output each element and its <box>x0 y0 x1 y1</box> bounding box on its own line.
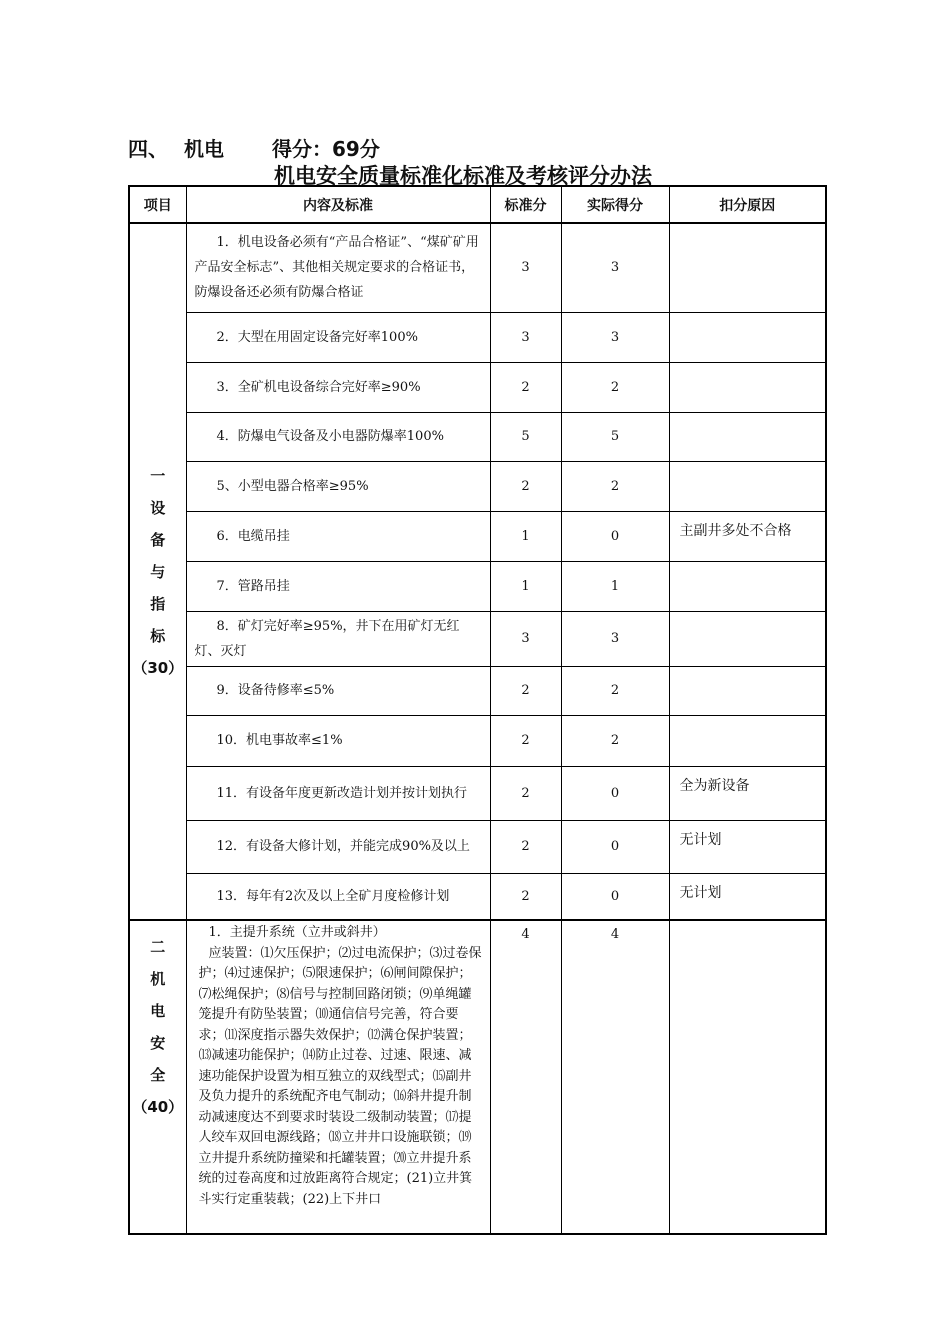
column-header-item: 项目 <box>129 186 186 223</box>
table-header-row <box>129 186 826 223</box>
row-content: 13．每年有2次及以上全矿月度检修计划 <box>186 873 490 920</box>
row-actual-score: 0 <box>561 511 669 561</box>
table-row <box>129 461 826 511</box>
row-actual-score: 3 <box>561 223 669 312</box>
row-reason <box>669 715 826 766</box>
row-standard-score: 5 <box>490 412 561 461</box>
row-standard-score: 2 <box>490 873 561 920</box>
row-reason <box>669 362 826 412</box>
table-row <box>129 920 826 1234</box>
row-reason <box>669 920 826 1234</box>
row-standard-score: 2 <box>490 362 561 412</box>
row-standard-score: 1 <box>490 561 561 611</box>
scoring-table <box>128 185 827 1235</box>
table-row <box>129 511 826 561</box>
row-actual-score: 2 <box>561 362 669 412</box>
row-reason <box>669 312 826 362</box>
row-reason: 无计划 <box>669 873 826 920</box>
row-reason <box>669 412 826 461</box>
row-reason <box>669 461 826 511</box>
table-row <box>129 873 826 920</box>
row-reason: 无计划 <box>669 820 826 873</box>
group-label-electrical-safety: 二 机 电 安 全 （40） <box>129 920 186 1234</box>
row-actual-score: 2 <box>561 715 669 766</box>
row-standard-score: 3 <box>490 611 561 666</box>
table-row <box>129 412 826 461</box>
row-content: 4．防爆电气设备及小电器防爆率100% <box>186 412 490 461</box>
document-title: 机电安全质量标准化标准及考核评分办法 <box>274 164 652 188</box>
section-number: 四、 <box>128 137 168 161</box>
row-standard-score: 2 <box>490 666 561 715</box>
row-reason: 全为新设备 <box>669 766 826 820</box>
table-row <box>129 611 826 666</box>
row-content: 12．有设备大修计划，并能完成90%及以上 <box>186 820 490 873</box>
row-standard-score: 2 <box>490 715 561 766</box>
row-standard-score: 3 <box>490 223 561 312</box>
row-actual-score: 4 <box>561 920 669 1234</box>
row-standard-score: 4 <box>490 920 561 1234</box>
column-header-deduction-reason: 扣分原因 <box>669 186 826 223</box>
row-reason <box>669 561 826 611</box>
section-name: 机电 <box>184 137 224 161</box>
row-standard-score: 1 <box>490 511 561 561</box>
table-row <box>129 820 826 873</box>
row-standard-score: 2 <box>490 461 561 511</box>
row-content: 2．大型在用固定设备完好率100% <box>186 312 490 362</box>
row-reason <box>669 611 826 666</box>
row-content: 7．管路吊挂 <box>186 561 490 611</box>
table-row <box>129 312 826 362</box>
row-content: 9．设备待修率≤5% <box>186 666 490 715</box>
row-content-heading: 1．主提升系统（立井或斜井） <box>208 925 386 940</box>
section-heading <box>128 133 380 162</box>
row-content: 1．机电设备必须有“产品合格证”、“煤矿矿用产品安全标志”、其他相关规定要求的合格证书，防爆设备还必须有防爆合格证 <box>186 223 490 312</box>
row-content: 3．全矿机电设备综合完好率≥90% <box>186 362 490 412</box>
row-content: 11．有设备年度更新改造计划并按计划执行 <box>186 766 490 820</box>
table-row <box>129 223 826 312</box>
row-standard-score: 2 <box>490 820 561 873</box>
row-content-body: 应装置：⑴欠压保护；⑵过电流保护；⑶过卷保护；⑷过速保护；⑸限速保护；⑹闸间隙保护；⑺松绳保护；⑻信号与控制回路闭锁；⑼单绳罐笼提升有防坠装置；⑽通信信号完善，符合要求；⑾深度指示器失效保护；⑿满仓保护装置；⒀减速功能保护；⒁防止过卷、过速、限速、减速功能保护设置为相互独立的双线型式；⒂副井及负力提升的系统配齐电气制动；⒃斜井提升制动减速度达不到要求时装设二级制动装置；⒄提人绞车双回电源线路；⒅立井井口设施联锁；⒆立井提升系统防撞梁和托罐装置；⒇立井提升系统的过卷高度和过放距离符合规定；(21)立井箕斗实行定重装载；(22)上下井口 <box>198 945 482 1207</box>
row-content <box>186 920 490 1234</box>
table-row <box>129 766 826 820</box>
row-actual-score: 2 <box>561 461 669 511</box>
row-actual-score: 1 <box>561 561 669 611</box>
row-content: 8．矿灯完好率≥95%，井下在用矿灯无红灯、灭灯 <box>186 611 490 666</box>
row-actual-score: 0 <box>561 820 669 873</box>
row-content: 5、小型电器合格率≥95% <box>186 461 490 511</box>
row-standard-score: 2 <box>490 766 561 820</box>
row-content: 6．电缆吊挂 <box>186 511 490 561</box>
row-reason <box>669 223 826 312</box>
row-reason: 主副井多处不合格 <box>669 511 826 561</box>
row-actual-score: 3 <box>561 611 669 666</box>
table-row <box>129 561 826 611</box>
section-score: 得分：69分 <box>272 137 380 161</box>
column-header-content: 内容及标准 <box>186 186 490 223</box>
table-row <box>129 666 826 715</box>
row-standard-score: 3 <box>490 312 561 362</box>
table-row <box>129 362 826 412</box>
column-header-actual-score: 实际得分 <box>561 186 669 223</box>
row-reason <box>669 666 826 715</box>
row-actual-score: 0 <box>561 873 669 920</box>
column-header-standard-score: 标准分 <box>490 186 561 223</box>
row-actual-score: 5 <box>561 412 669 461</box>
row-content: 10．机电事故率≤1% <box>186 715 490 766</box>
group-label-equipment: 一 设 备 与 指 标 （30） <box>129 223 186 920</box>
row-actual-score: 3 <box>561 312 669 362</box>
row-actual-score: 0 <box>561 766 669 820</box>
table-row <box>129 715 826 766</box>
row-actual-score: 2 <box>561 666 669 715</box>
